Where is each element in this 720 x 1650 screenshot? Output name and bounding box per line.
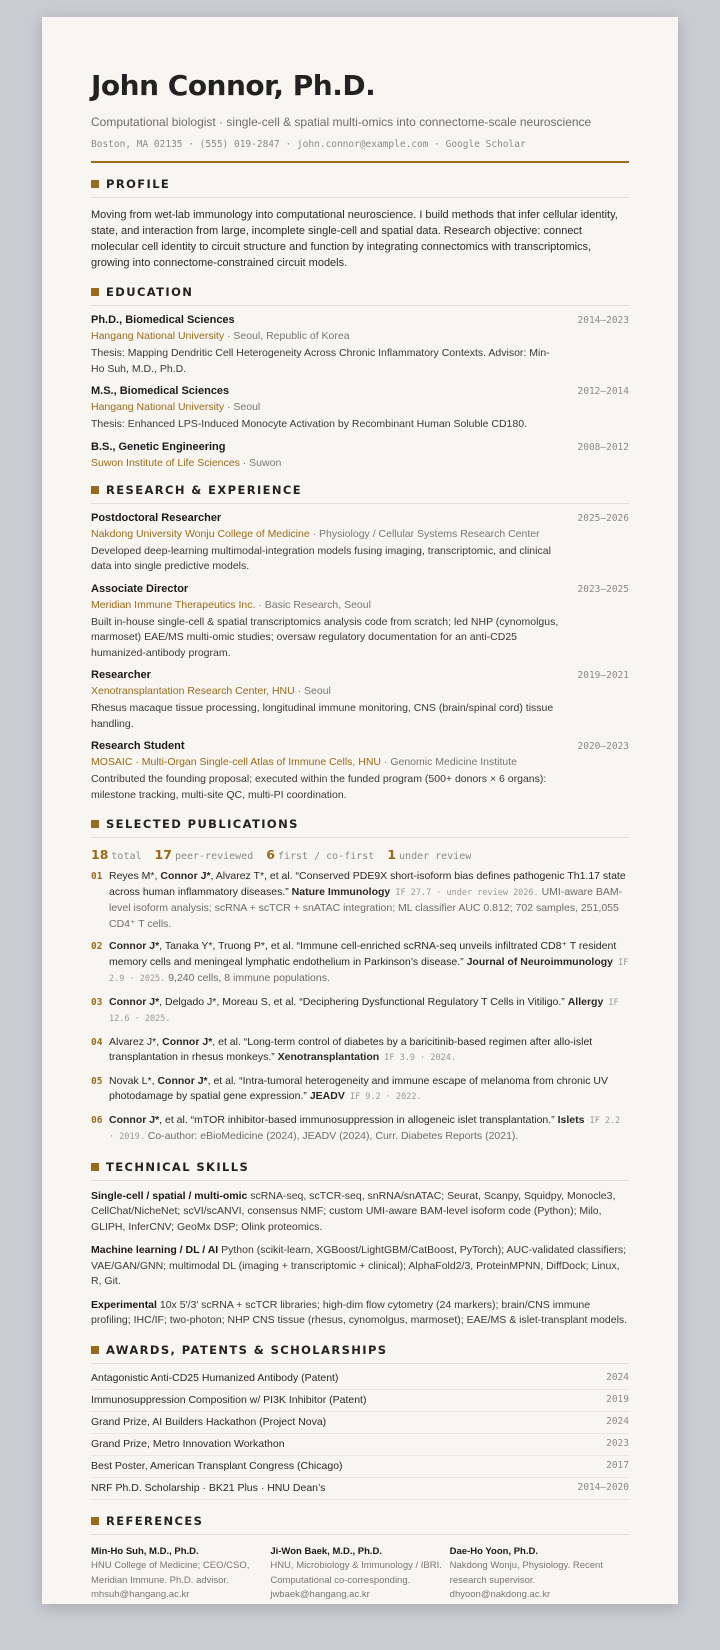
impact-meta: IF 27.7 · under review 2026. [390, 887, 539, 898]
section-title: TECHNICAL SKILLS [106, 1159, 250, 1174]
publication-note: 9,240 cells, 8 immune populations. [165, 972, 330, 984]
impact-meta: IF 9.2 · 2022. [344, 1092, 422, 1102]
journal: Xenotransplantation [277, 1051, 380, 1063]
section-title: RESEARCH & EXPERIENCE [106, 482, 303, 497]
header-rule [91, 161, 629, 163]
authors-title: , et al. “mTOR inhibitor-based immunosuppression in allogeneic islet transplantation.” [159, 1113, 558, 1126]
stat-label: under review [399, 851, 472, 862]
experience-entry [91, 512, 629, 575]
location: · Seoul [294, 685, 331, 697]
publication-list [91, 869, 629, 1146]
skill-text: Python (scikit-learn, XGBoost/LightGBM/CatBoost, PyTorch); AUC-validated classifiers; VAE/GAN/GNN; multimodal DL (imaging + transcriptomic + clinical); AlphaFold2/3, ProteinMPNN, DiffDock; Linux, R, Git. [91, 1244, 627, 1287]
award-year: 2023 [606, 1437, 629, 1449]
award-year: 2024 [606, 1415, 629, 1427]
publication-number: 03 [91, 996, 103, 1008]
entry-description: Built in-house single-cell & spatial transcriptomics analysis code from scratch; led NHP (cynomolgus, marmoset) EAE/MS multi-omic studies; oversaw regulatory documentation for an anti-CD25 humanized-antibody program. [91, 615, 559, 659]
role: Associate Director [91, 582, 189, 595]
reference-name: Min-Ho Suh, M.D., Ph.D. [91, 1545, 199, 1557]
section-marker-icon [91, 180, 99, 188]
date-range: 2023–2025 [577, 583, 629, 595]
degree: Ph.D., Biomedical Sciences [91, 314, 235, 326]
role: Research Student [91, 740, 185, 752]
resume-page [42, 17, 678, 1604]
organization: MOSAIC · Multi-Organ Single-cell Atlas of Immune Cells, HNU [91, 756, 381, 768]
author-self: Connor J* [109, 995, 160, 1008]
section-title: AWARDS, PATENTS & SCHOLARSHIPS [106, 1342, 388, 1357]
institution: Hangang National University [91, 330, 225, 342]
location: · Basic Research, Seoul [255, 598, 371, 611]
journal: Journal of Neuroimmunology [466, 955, 613, 968]
authors-title: , Tanaka Y*, Truong P*, et al. “Immune cell-enriched scRNA-seq unveils infiltrated CD8⁺ T resident memory cells and meningeal lymphatic endothelium in Parkinson’s disease.” [109, 940, 617, 968]
references-section-header [91, 1514, 629, 1535]
stat-label: first / co-first [277, 851, 375, 862]
section-title: EDUCATION [106, 285, 194, 299]
award-name: NRF Ph.D. Scholarship · BK21 Plus · HNU Dean’s [91, 1481, 326, 1494]
publications-section-header [91, 817, 629, 838]
publication-item [91, 939, 629, 988]
publication-item [91, 1113, 629, 1146]
awards-list [91, 1368, 629, 1500]
references-list [91, 1545, 629, 1603]
skill-group [91, 1298, 629, 1329]
award-row [91, 1412, 629, 1434]
skill-text: scRNA-seq, scTCR-seq, snRNA/snATAC; Seurat, Scanpy, Squidpy, Monocle3, CellChat/NicheNet; scVI/scANVI, consensus NMF; custom UMI-aware BAM-level isoform code (Python); Milo, GLIPH, InferCNV; GeoMx DSP; Olink proteomics. [91, 1189, 616, 1233]
award-name: Grand Prize, Metro Innovation Workathon [91, 1437, 285, 1450]
stat-label: peer-reviewed [174, 851, 254, 862]
degree: M.S., Biomedical Sciences [91, 385, 230, 397]
authors-title: , et al. “Intra-tumoral heterogeneity and immune escape of melanoma from chronic UV photodamage by spatial gene expression.” [109, 1074, 608, 1102]
contact-line: Boston, MA 02135 · (555) 019-2847 · john.connor@example.com · Google Scholar [91, 139, 526, 150]
date-range: 2008–2012 [577, 441, 629, 453]
date-range: 2025–2026 [577, 512, 629, 524]
authors-title: , et al. “Long-term control of diabetes by a baricitinib-based regimen after allo-islet transplantation in rhesus monkeys.” [109, 1035, 593, 1063]
publication-item [91, 1035, 629, 1067]
section-title: REFERENCES [106, 1513, 204, 1528]
stat-number: 1 [387, 847, 397, 862]
author-self: Connor J* [160, 870, 211, 882]
role: Postdoctoral Researcher [91, 511, 222, 524]
skill-group [91, 1243, 629, 1290]
stat-number: 17 [154, 847, 172, 862]
organization: Nakdong University Wonju College of Medicine [91, 527, 310, 540]
role: Researcher [91, 669, 151, 681]
entry-description: Thesis: Mapping Dendritic Cell Heterogeneity Across Chronic Inflammatory Contexts. Advisor: Min-Ho Suh, M.D., Ph.D. [91, 347, 550, 375]
award-row [91, 1434, 629, 1456]
publication-stats [91, 847, 629, 862]
institution: Suwon Institute of Life Sciences [91, 456, 240, 469]
profile-text: Moving from wet-lab immunology into computational neuroscience. I build methods that infer cellular identity, state, and interaction from large, incomplete single-cell and spatial data. Research objective: connect molecular cell identity to circuit structure and function by integrating connectomics with transcriptomics, growing into connectome-constrained circuit models. [91, 209, 618, 269]
stat-number: 6 [266, 847, 275, 862]
award-year: 2017 [606, 1459, 629, 1471]
authors-before: Alvarez J*, [109, 1035, 163, 1048]
stat-label: total [111, 851, 142, 862]
skills-section-header [91, 1160, 629, 1181]
research-list [91, 512, 629, 804]
reference-affiliation: HNU College of Medicine; CEO/CSO, Meridian Immune. Ph.D. advisor. [91, 1560, 250, 1586]
location: · Seoul [224, 401, 261, 413]
reference-card [450, 1545, 629, 1603]
author-self: Connor J* [162, 1035, 213, 1048]
section-title: PROFILE [106, 177, 171, 191]
section-title: SELECTED PUBLICATIONS [106, 817, 299, 831]
section-marker-icon [91, 820, 99, 828]
publication-number: 06 [91, 1114, 103, 1126]
journal: Islets [557, 1113, 585, 1126]
organization: Xenotransplantation Research Center, HNU [91, 685, 295, 697]
publication-item [91, 869, 629, 932]
date-range: 2012–2014 [577, 386, 629, 397]
publication-number: 04 [91, 1036, 103, 1048]
institution: Hangang National University [91, 401, 225, 413]
award-name: Grand Prize, AI Builders Hackathon (Project Nova) [91, 1415, 327, 1428]
impact-meta: IF 12.6 · 2025. [109, 997, 619, 1024]
reference-card [91, 1545, 270, 1603]
education-entry [91, 385, 629, 433]
authors-before: Reyes M*, [109, 870, 161, 882]
publication-number: 01 [91, 871, 103, 882]
skill-label: Experimental [91, 1298, 157, 1311]
award-year: 2019 [606, 1393, 629, 1405]
skill-text: 10x 5′/3′ scRNA + scTCR libraries; high-dim flow cytometry (24 markers); brain/CNS immune profiling; IHC/IF; two-photon; NHP CNS tissue (rhesus, cynomolgus, marmoset); EAE/MS & islet-transplant models. [91, 1298, 628, 1326]
reference-email[interactable]: mhsuh@hangang.ac.kr [91, 1589, 190, 1600]
location: · Physiology / Cellular Systems Research Center [309, 527, 540, 540]
journal: Allergy [567, 995, 604, 1008]
award-row [91, 1478, 629, 1500]
reference-affiliation: HNU, Microbiology & Immunology / IBRI. Computational co-corresponding. [270, 1560, 442, 1586]
date-range: 2020–2023 [577, 741, 629, 752]
reference-name: Ji-Won Baek, M.D., Ph.D. [270, 1545, 383, 1557]
award-name: Best Poster, American Transplant Congress (Chicago) [91, 1459, 343, 1472]
reference-email[interactable]: dhyoon@nakdong.ac.kr [449, 1589, 551, 1600]
section-marker-icon [91, 486, 99, 494]
reference-card [270, 1545, 449, 1603]
education-list [91, 314, 629, 469]
location: · Seoul, Republic of Korea [224, 330, 350, 342]
education-entry [91, 441, 629, 469]
award-year: 2014–2020 [577, 1481, 629, 1493]
date-range: 2019–2021 [577, 670, 629, 681]
experience-entry [91, 583, 629, 662]
stat-number: 18 [91, 847, 109, 862]
entry-description: Contributed the founding proposal; executed within the funded program (500+ donors × 6 organs): milestone tracking, multi-site QC, multi-PI coordination. [91, 773, 547, 801]
reference-affiliation: Nakdong Wonju, Physiology. Recent research supervisor. [449, 1560, 603, 1586]
reference-name: Dae-Ho Yoon, Ph.D. [449, 1545, 538, 1557]
experience-entry [91, 669, 629, 732]
author-self: Connor J* [157, 1074, 208, 1087]
section-marker-icon [91, 1517, 99, 1525]
author-self: Connor J* [109, 940, 160, 952]
impact-meta: IF 3.9 · 2024. [379, 1053, 456, 1063]
award-row [91, 1456, 629, 1478]
entry-description: Rhesus macaque tissue processing, longitudinal immune monitoring, CNS (brain/spinal cord) tissue handling. [91, 702, 554, 730]
awards-section-header [91, 1343, 629, 1364]
location: · Suwon [239, 456, 282, 469]
publication-note: UMI-aware BAM-level isoform analysis; scRNA + scTCR + snATAC integration; ML classifier AUC 0.812; 702 samples, 251,055 CD4⁺ T cells. [109, 885, 623, 930]
publication-number: 05 [91, 1075, 103, 1087]
impact-meta: IF 2.9 · 2025. [109, 957, 629, 984]
section-marker-icon [91, 288, 99, 296]
authors-title: , Delgado J*, Moreau S, et al. “Deciphering Dysfunctional Regulatory T Cells in Vitiligo.” [159, 995, 568, 1008]
award-row [91, 1390, 629, 1412]
location: · Genomic Medicine Institute [381, 756, 517, 768]
research-section-header [91, 483, 629, 504]
publication-note: Co-author: eBioMedicine (2024), JEADV (2024), Curr. Diabetes Reports (2021). [144, 1130, 519, 1142]
entry-description: Developed deep-learning multimodal-integration models fusing imaging, transcriptomic, and clinical data into single predictive models. [91, 544, 551, 572]
section-marker-icon [91, 1346, 99, 1354]
authors-title: , Alvarez T*, et al. “Conserved PDE9X short-isoform bias defines pathogenic Th1.17 state across human inflammatory diseases.” [109, 870, 626, 898]
publication-item [91, 995, 629, 1028]
author-self: Connor J* [109, 1113, 160, 1126]
journal: JEADV [309, 1090, 345, 1102]
award-year: 2024 [606, 1371, 629, 1383]
education-entry [91, 314, 629, 377]
candidate-name: John Connor, Ph.D. [91, 69, 376, 102]
reference-email[interactable]: jwbaek@hangang.ac.kr [270, 1589, 370, 1600]
entry-description: Thesis: Enhanced LPS-Induced Monocyte Activation by Recombinant Human Soluble CD180. [91, 418, 527, 430]
award-name: Immunosuppression Composition w/ PI3K Inhibitor (Patent) [91, 1393, 367, 1406]
skill-label: Single-cell / spatial / multi-omic [91, 1189, 248, 1202]
education-section-header [91, 285, 629, 306]
skill-label: Machine learning / DL / AI [91, 1244, 219, 1256]
tagline: Computational biologist · single-cell & spatial multi-omics into connectome-scale neuroscience [91, 115, 592, 129]
experience-entry [91, 740, 629, 803]
date-range: 2014–2023 [577, 315, 629, 326]
award-row [91, 1368, 629, 1390]
publication-number: 02 [91, 941, 103, 952]
publication-item [91, 1074, 629, 1106]
section-marker-icon [91, 1163, 99, 1171]
organization: Meridian Immune Therapeutics Inc. [91, 598, 256, 611]
impact-meta: IF 2.2 · 2019. [109, 1115, 621, 1142]
authors-before: Novak L*, [109, 1074, 158, 1087]
profile-section-header [91, 177, 629, 198]
journal: Nature Immunology [291, 885, 391, 898]
skill-group [91, 1189, 629, 1236]
degree: B.S., Genetic Engineering [91, 440, 226, 453]
award-name: Antagonistic Anti-CD25 Humanized Antibody (Patent) [91, 1371, 339, 1384]
